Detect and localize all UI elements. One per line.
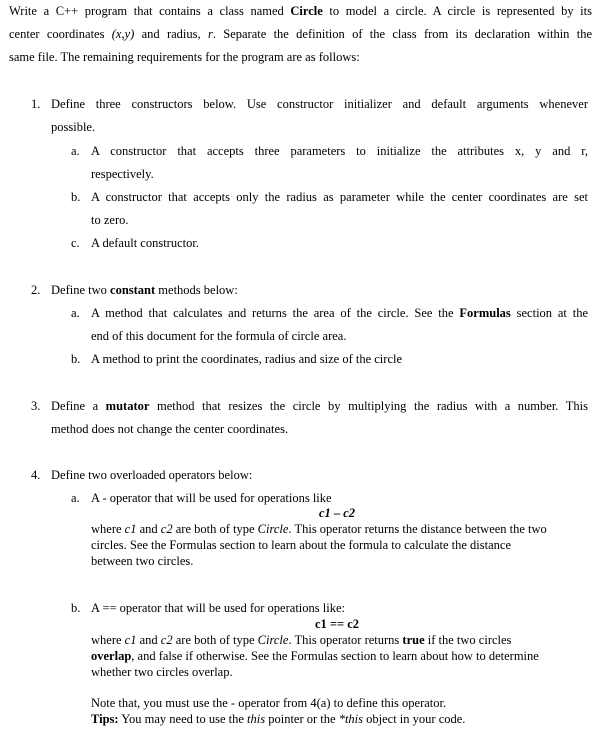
section-1b-label: b. bbox=[71, 190, 81, 204]
section-4b-text: are both of type bbox=[172, 633, 258, 647]
section-4b-line-1: A == operator that will be used for operations like: bbox=[91, 601, 345, 615]
section-4b-text: and bbox=[136, 633, 161, 647]
intro-line-1 bbox=[9, 3, 592, 19]
section-1a-label: a. bbox=[71, 144, 80, 158]
section-4b-text: . This operator returns bbox=[288, 633, 403, 647]
section-2a-text: A method that calculates and returns the area of the circle. See the bbox=[91, 306, 460, 320]
section-4-line-1: Define two overloaded operators below: bbox=[51, 468, 253, 482]
section-3-line-1 bbox=[51, 398, 588, 414]
expression-c1-minus-c2: c1 – c2 bbox=[318, 506, 356, 520]
section-3-line-2: method does not change the center coordinates. bbox=[51, 422, 289, 436]
section-2a-text: section at the bbox=[510, 306, 588, 320]
section-4b-line-3 bbox=[91, 648, 583, 664]
tips-text: pointer or the bbox=[265, 712, 339, 726]
section-4b-text: if the two circles bbox=[424, 633, 512, 647]
section-1-number: 1. bbox=[31, 97, 41, 111]
section-4b-label: b. bbox=[71, 601, 81, 615]
keyword-star-this: *this bbox=[338, 712, 364, 726]
keyword-mutator: mutator bbox=[105, 399, 150, 413]
section-1b-line-1: A constructor that accepts only the radius as parameter while the center coordinates are set bbox=[91, 190, 588, 204]
section-1a-line-2: respectively. bbox=[91, 167, 154, 181]
var-c2: c2 bbox=[160, 633, 173, 647]
tips-text: You may need to use the bbox=[118, 712, 248, 726]
tips-label: Tips: bbox=[91, 712, 119, 726]
section-4a-label: a. bbox=[71, 491, 80, 505]
var-c1: c1 bbox=[124, 633, 137, 647]
section-1b-line-2: to zero. bbox=[91, 213, 129, 227]
intro-line-2 bbox=[9, 26, 592, 42]
intro-text: . Separate the definition of the class from its declaration within the bbox=[212, 27, 593, 41]
expression-c1-equals-c2: c1 == c2 bbox=[314, 617, 360, 631]
keyword-true: true bbox=[402, 633, 425, 647]
keyword-overlap: overlap bbox=[91, 649, 132, 663]
section-2-text: methods below: bbox=[155, 283, 238, 297]
section-2-text: Define two bbox=[51, 283, 111, 297]
tips-text: object in your code. bbox=[363, 712, 466, 726]
section-1-line-1: Define three constructors below. Use constructor initializer and default arguments whenever bbox=[51, 97, 588, 111]
section-4a-line-3: circles. See the Formulas section to learn about the formula to calculate the distance bbox=[91, 538, 511, 552]
section-2b-label: b. bbox=[71, 352, 81, 366]
section-2a-line-2: end of this document for the formula of circle area. bbox=[91, 329, 347, 343]
section-4b-text: , and false if otherwise. See the Formulas section to learn about how to determine bbox=[131, 649, 539, 663]
section-3-number: 3. bbox=[31, 399, 41, 413]
section-4a-text: are both of type bbox=[172, 522, 258, 536]
section-1a-line-1: A constructor that accepts three parameters to initialize the attributes x, y and r, bbox=[91, 144, 588, 158]
section-2-line-1 bbox=[51, 282, 588, 298]
intro-text: and radius, bbox=[134, 27, 208, 41]
section-4b-line-2 bbox=[91, 632, 583, 648]
section-1-line-2: possible. bbox=[51, 120, 96, 134]
section-2-number: 2. bbox=[31, 283, 41, 297]
section-1c-line-1: A default constructor. bbox=[91, 236, 199, 250]
type-circle: Circle bbox=[257, 522, 289, 536]
note-line: Note that, you must use the - operator from 4(a) to define this operator. bbox=[91, 696, 447, 710]
intro-text: to model a circle. A circle is represented by its bbox=[322, 4, 592, 18]
section-3-text: method that resizes the circle by multiplying the radius with a number. This bbox=[149, 399, 588, 413]
var-c2: c2 bbox=[160, 522, 173, 536]
var-c1: c1 bbox=[124, 522, 137, 536]
section-4a-text: . This operator returns the distance between the two bbox=[288, 522, 547, 536]
section-1c-label: c. bbox=[71, 236, 80, 250]
section-4a-text: where bbox=[91, 522, 125, 536]
class-name-circle: Circle bbox=[290, 4, 323, 18]
section-2b-line-1: A method to print the coordinates, radius and size of the circle bbox=[91, 352, 403, 366]
tips-line bbox=[91, 711, 583, 727]
intro-text: Write a C++ program that contains a class named bbox=[9, 4, 291, 18]
formulas-reference: Formulas bbox=[459, 306, 511, 320]
section-4a-text: and bbox=[136, 522, 161, 536]
radius-r: r bbox=[207, 27, 213, 41]
section-4a-line-2 bbox=[91, 521, 583, 537]
section-2a-label: a. bbox=[71, 306, 80, 320]
section-4b-text: where bbox=[91, 633, 125, 647]
section-4a-line-4: between two circles. bbox=[91, 554, 194, 568]
keyword-constant: constant bbox=[110, 283, 156, 297]
section-4a-line-1: A - operator that will be used for operations like bbox=[91, 491, 332, 505]
section-2a-line-1 bbox=[91, 305, 588, 321]
section-3-text: Define a bbox=[51, 399, 106, 413]
section-4b-line-4: whether two circles overlap. bbox=[91, 665, 233, 679]
intro-text: center coordinates bbox=[9, 27, 112, 41]
intro-text: same file. The remaining requirements for the program are as follows: bbox=[9, 50, 360, 64]
section-4-number: 4. bbox=[31, 468, 41, 482]
intro-line-3 bbox=[9, 49, 592, 65]
type-circle: Circle bbox=[257, 633, 289, 647]
coordinates-xy: (x,y) bbox=[111, 27, 135, 41]
keyword-this: this bbox=[247, 712, 266, 726]
